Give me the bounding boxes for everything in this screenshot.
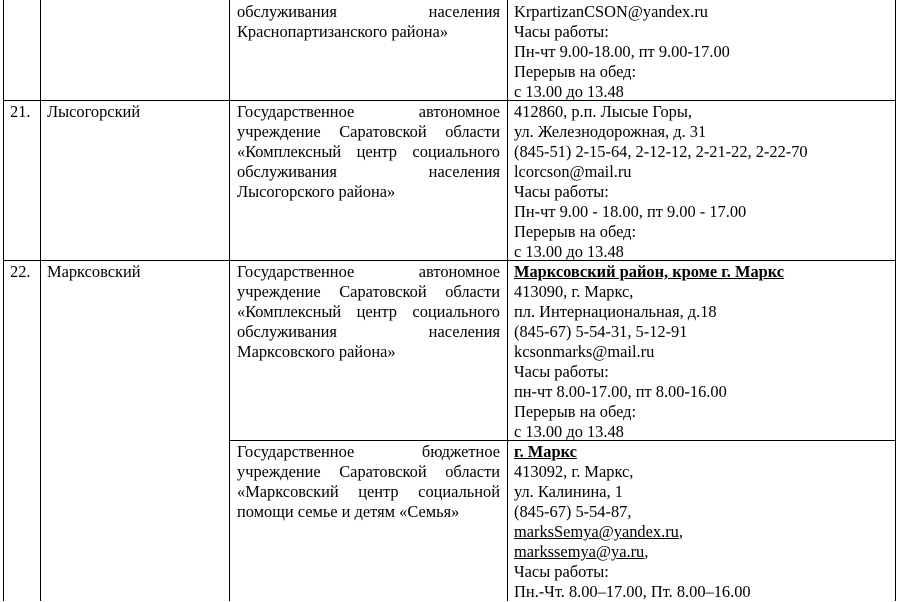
column-divider <box>229 0 230 601</box>
table-border-right <box>895 0 896 601</box>
contacts-cell-marksovsky-complex: Марксовский район, кроме г. Маркс 413090, г. Маркс, пл. Интернациональная, д.18 (845-67) 5-54-31, 5-12-91 kcsonmarks@mail.ru Часы работы: пн-чт 8.00-17.00, пт 8.00-16.00 Перерыв на обед: с 13.00 до 13.48 <box>514 262 889 442</box>
email-line: marksSemya@yandex.ru, <box>514 522 683 541</box>
org-cell-krasnopartizansky: обслуживания населения Краснопартизанского района» <box>237 2 500 41</box>
area-heading: г. Маркс <box>514 442 577 461</box>
email-text: lcorcson@mail.ru <box>514 162 632 181</box>
column-divider <box>40 0 41 601</box>
phone-text: (845-51) 2-15-64, 2-12-12, 2-21-22, 2-22-70 <box>514 142 808 161</box>
contacts-cell-krasnopartizansky: KrpartizanCSON@yandex.ru Часы работы: Пн-чт 9.00-18.00, пт 9.00-17.00 Перерыв на обед: с 13.00 до 13.48 <box>514 2 889 102</box>
email-line: markssemya@ya.ru, <box>514 542 649 561</box>
area-heading: Марксовский район, кроме г. Маркс <box>514 262 785 281</box>
district-name: Лысогорский <box>47 102 141 121</box>
phone-text: (845-67) 5-54-31, 5-12-91 <box>514 322 688 341</box>
contacts-cell-lysogorsky: 412860, р.п. Лысые Горы, ул. Железнодорожная, д. 31 (845-51) 2-15-64, 2-12-12, 2-21-22, 2-22-70 lcorcson@mail.ru Часы работы: Пн-чт 9.00 - 18.00, пт 9.00 - 17.00 Перерыв на обед: с 13.00 до 13.48 <box>514 102 889 262</box>
column-divider <box>507 0 508 601</box>
org-cell-marksovsky-complex: Государственное автономное учреждение Саратовской области «Комплексный центр социального обслуживания населения Марксовского района» <box>237 262 500 361</box>
org-cell-marksovsky-family: Государственное бюджетное учреждение Саратовской области «Марксовский центр социальной помощи семье и детям «Семья» <box>237 442 500 521</box>
org-cell-lysogorsky: Государственное автономное учреждение Саратовской области «Комплексный центр социального обслуживания населения Лысогорского района» <box>237 102 500 201</box>
email-text: kcsonmarks@mail.ru <box>514 342 655 361</box>
email-text: KrpartizanCSON@yandex.ru <box>514 2 708 21</box>
row-number: 21. <box>10 102 31 121</box>
contacts-cell-marksovsky-family: г. Маркс 413092, г. Маркс, ул. Калинина, 1 (845-67) 5-54-87, marksSemya@yandex.ru, markssemya@ya.ru, Часы работы: Пн.-Чт. 8.00–17.00, Пт. 8.00–16.00 <box>514 442 889 602</box>
table-border-left <box>3 0 4 601</box>
row-number: 22. <box>10 262 31 281</box>
phone-text: (845-67) 5-54-87, <box>514 502 632 521</box>
email-link[interactable]: markssemya@ya.ru <box>514 542 645 561</box>
email-link[interactable]: marksSemya@yandex.ru <box>514 522 679 541</box>
district-name: Марксовский <box>47 262 141 281</box>
